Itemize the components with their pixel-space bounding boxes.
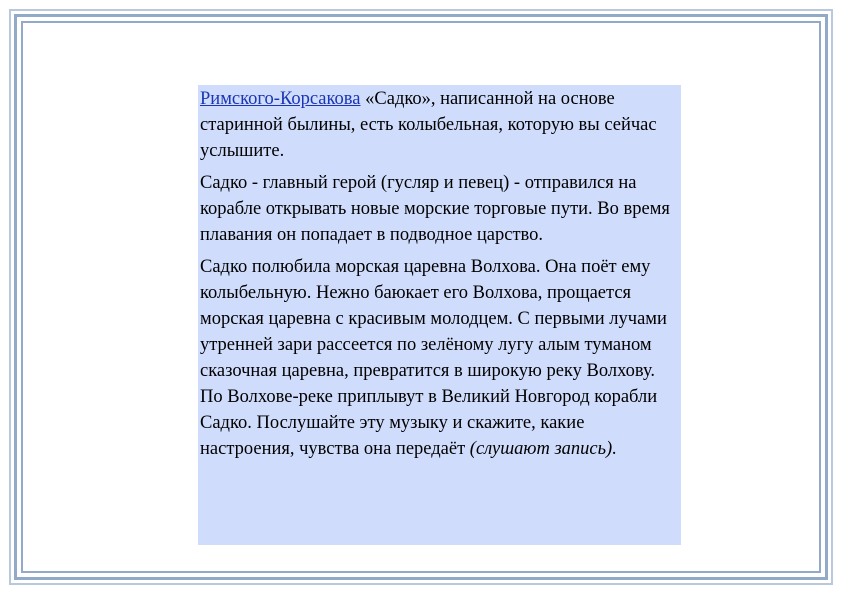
paragraph-composer — [200, 86, 675, 164]
stage-note: (слушают запись). — [469, 439, 617, 459]
paragraph-lullaby-text: Садко полюбила морская царевна Волхова. Она поёт ему колыбельную. Нежно баюкает его Волхова, прощается морская царевна с красивым молодцем. С первыми лучами утренней зари рассеется по зелёному лугу алым туманом сказочная царевна, превратится в широкую реку Волхову. По Волхове-реке приплывут в Великий Новгород корабли Садко. Послушайте эту музыку и скажите, какие настроения, чувства она передаёт — [200, 257, 667, 459]
composer-link[interactable]: Римского-Корсакова — [200, 89, 361, 109]
paragraph-hero: Садко - главный герой (гусляр и певец) - отправился на корабле открывать новые морские торговые пути. Во время плавания он попадает в подводное царство. — [200, 173, 670, 245]
paragraph-lullaby — [200, 254, 675, 462]
paragraph-composer-text: «Садко», написанной на основе старинной былины, есть колыбельная, которую вы сейчас услышите. — [200, 89, 657, 161]
slide-text-box — [198, 85, 681, 545]
